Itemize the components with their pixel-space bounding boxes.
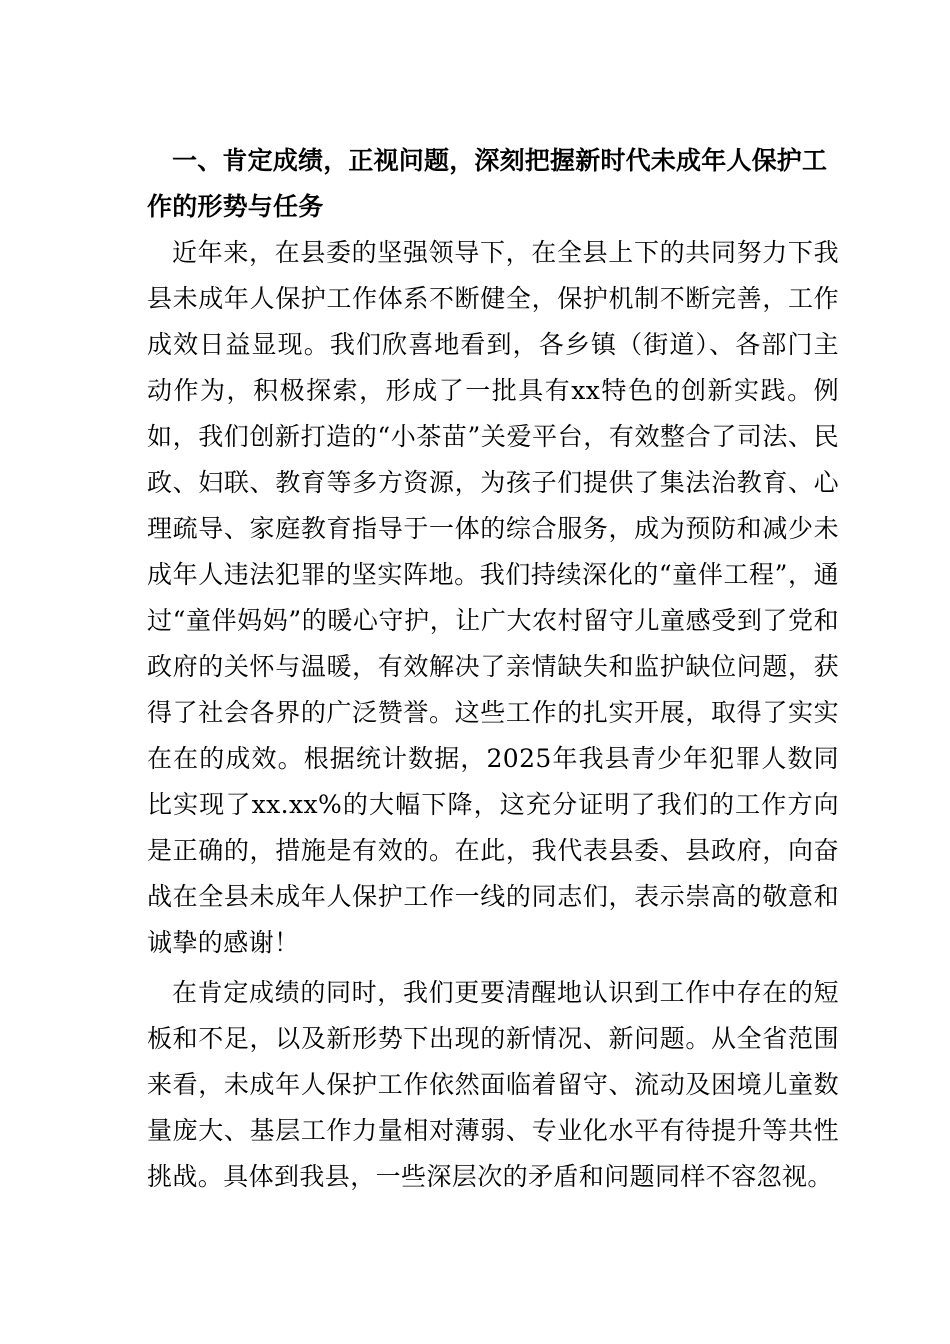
document-body [147,138,839,1200]
section-heading: 一、肯定成绩，正视问题，深刻把握新时代未成年人保护工作的形势与任务 [147,146,828,221]
paragraph-problems: 在肯定成绩的同时，我们更要清醒地认识到工作中存在的短板和不足，以及新形势下出现的新情况、新问题。从全省范围来看，未成年人保护工作依然面临着留守、流动及困境儿童数量庞大、基层工作力量相对薄弱、专业化水平有待提升等共性挑战。具体到我县，一些深层次的矛盾和问题同样不容忽视。 [147,978,839,1191]
paragraph-achievements: 近年来，在县委的坚强领导下，在全县上下的共同努力下我县未成年人保护工作体系不断健全，保护机制不断完善，工作成效日益显现。我们欣喜地看到，各乡镇（街道）、各部门主动作为，积极探索，形成了一批具有xx特色的创新实践。例如，我们创新打造的“小茶苗”关爱平台，有效整合了司法、民政、妇联、教育等多方资源，为孩子们提供了集法治教育、心理疏导、家庭教育指导于一体的综合服务，成为预防和减少未成年人违法犯罪的坚实阵地。我们持续深化的“童伴工程”，通过“童伴妈妈”的暖心守护，让广大农村留守儿童感受到了党和政府的关怀与温暖，有效解决了亲情缺失和监护缺位问题，获得了社会各界的广泛赞誉。这些工作的扎实开展，取得了实实在在的成效。根据统计数据，2025年我县青少年犯罪人数同比实现了xx.xx%的大幅下降，这充分证明了我们的工作方向是正确的，措施是有效的。在此，我代表县委、县政府，向奋战在全县未成年人保护工作一线的同志们，表示崇高的敬意和诚挚的感谢！ [147,238,839,957]
